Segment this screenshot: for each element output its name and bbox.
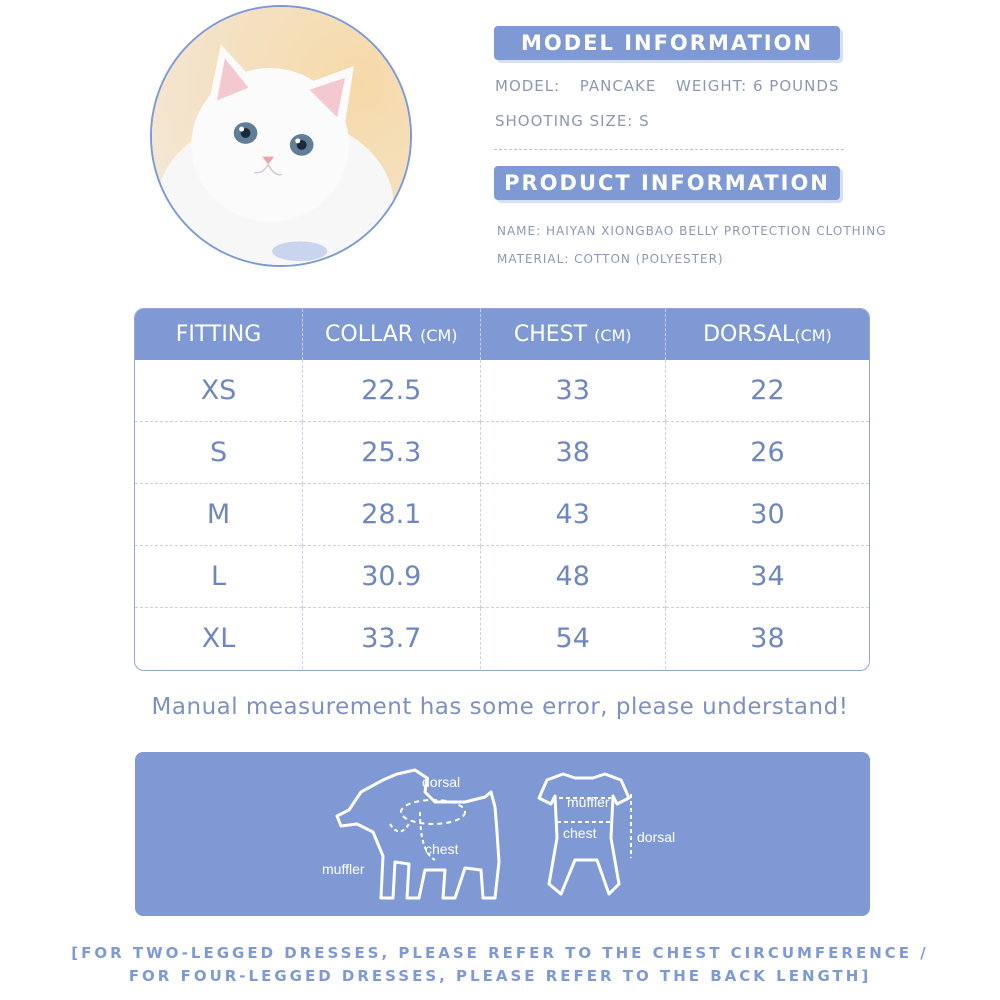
dog-muffler-label: muffler xyxy=(322,861,365,877)
cat-model-photo xyxy=(150,5,412,267)
dorsal-cell: 34 xyxy=(665,546,869,608)
header-chest: CHEST (CM) xyxy=(480,309,665,360)
collar-cell: 22.5 xyxy=(303,360,481,422)
collar-cell: 30.9 xyxy=(303,546,481,608)
dog-outline-icon xyxy=(337,770,499,898)
model-information-title: MODEL INFORMATION xyxy=(520,31,814,55)
header-collar: COLLAR (CM) xyxy=(303,309,481,360)
model-label: MODEL: xyxy=(495,77,561,95)
garment-dorsal-label: dorsal xyxy=(637,829,676,845)
model-weight: WEIGHT: 6 POUNDS xyxy=(676,77,840,95)
collar-cell: 33.7 xyxy=(303,608,481,670)
measurement-note: Manual measurement has some error, please understand! xyxy=(151,694,849,720)
header-dorsal: DORSAL(CM) xyxy=(665,309,869,360)
table-row xyxy=(135,546,869,608)
model-value: PANCAKE xyxy=(579,77,657,95)
header-fitting: FITTING xyxy=(135,309,303,360)
garment-muffler-label: muffler xyxy=(567,794,610,810)
measurement-diagram xyxy=(135,752,870,916)
dorsal-cell: 22 xyxy=(665,360,869,422)
size-chart-table xyxy=(134,308,870,671)
footer-note-line1: [FOR TWO-LEGGED DRESSES, PLEASE REFER TO THE CHEST CIRCUMFERENCE / xyxy=(71,944,929,962)
model-name-line xyxy=(495,77,656,95)
size-cell: S xyxy=(135,422,303,484)
table-row xyxy=(135,608,869,670)
size-table-header-row xyxy=(135,309,869,360)
section-divider xyxy=(494,149,844,150)
model-information-heading xyxy=(494,26,840,60)
footer-note-line2: FOR FOUR-LEGGED DRESSES, PLEASE REFER TO THE BACK LENGTH] xyxy=(128,967,872,985)
product-material: MATERIAL: COTTON (POLYESTER) xyxy=(497,252,724,266)
dorsal-measure-line xyxy=(401,800,465,824)
table-row xyxy=(135,422,869,484)
chest-cell: 33 xyxy=(480,360,665,422)
product-information-title: PRODUCT INFORMATION xyxy=(504,171,830,195)
muffler-measure-line xyxy=(390,822,410,832)
size-cell: XS xyxy=(200,375,237,406)
product-information-heading xyxy=(494,166,840,200)
garment-chest-label: chest xyxy=(563,825,597,841)
shooting-size: SHOOTING SIZE: S xyxy=(495,112,650,130)
collar-cell: 25.3 xyxy=(303,422,481,484)
dorsal-cell: 26 xyxy=(665,422,869,484)
size-cell: XL xyxy=(135,608,303,670)
chest-cell: 48 xyxy=(480,546,665,608)
measurement-diagram-graphic xyxy=(135,752,870,916)
dog-dorsal-label: dorsal xyxy=(422,774,461,790)
size-cell: L xyxy=(135,546,303,608)
table-row xyxy=(135,360,869,422)
cat-illustration xyxy=(152,7,410,265)
size-cell: M xyxy=(135,484,303,546)
dorsal-cell: 38 xyxy=(665,608,869,670)
chest-cell: 43 xyxy=(480,484,665,546)
chest-cell: 54 xyxy=(480,608,665,670)
product-name: NAME: HAIYAN XIONGBAO BELLY PROTECTION CLOTHING xyxy=(497,224,887,238)
table-row xyxy=(135,484,869,546)
chest-cell: 38 xyxy=(480,422,665,484)
dog-chest-label: chest xyxy=(425,841,459,857)
collar-cell: 28.1 xyxy=(303,484,481,546)
dorsal-cell: 30 xyxy=(665,484,869,546)
